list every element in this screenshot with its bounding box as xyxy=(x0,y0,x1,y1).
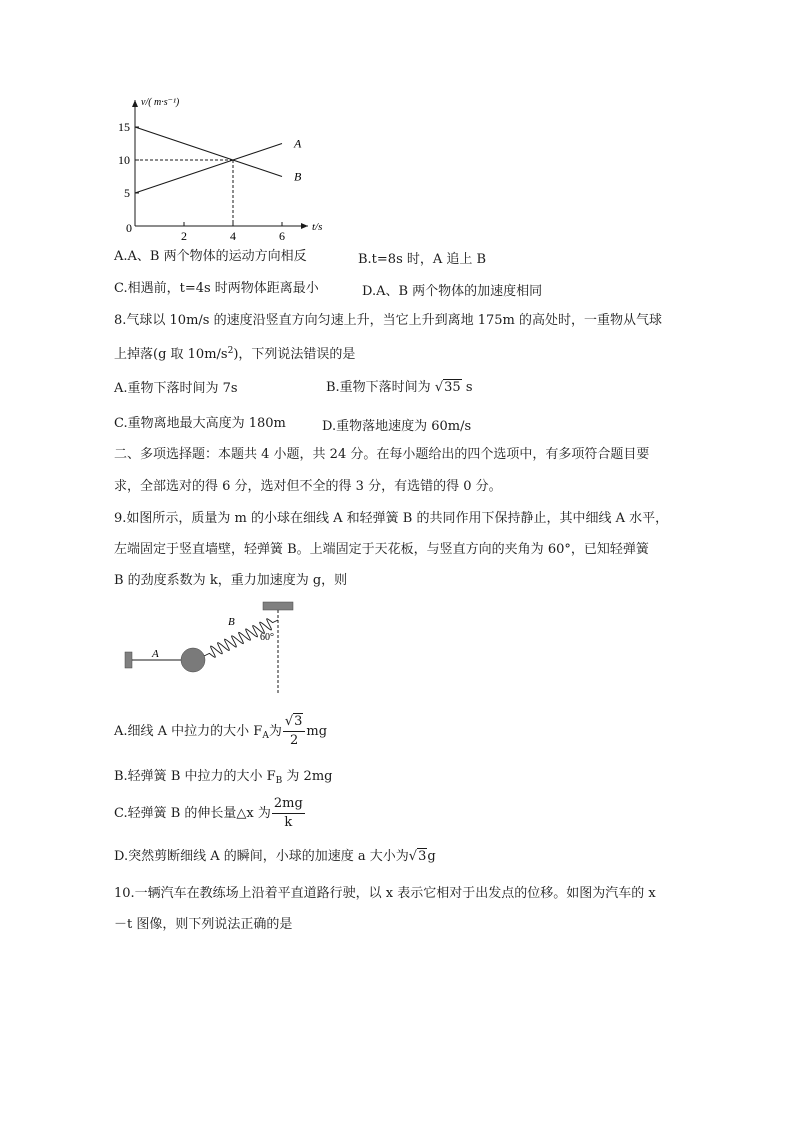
q9-stem-line3: B 的劲度系数为 k，重力加速度为 g，则 xyxy=(114,573,348,588)
q7-option-b: B.t=8s 时，A 追上 B xyxy=(358,252,487,267)
q10-stem-line1: 10.一辆汽车在教练场上沿着平直道路行驶，以 x 表示它相对于出发点的位移。如图为汽车的 x xyxy=(114,886,656,901)
y-tick-label: 5 xyxy=(124,186,130,200)
y-tick-label: 10 xyxy=(118,153,130,167)
q10-stem-line2: －t 图像，则下列说法正确的是 xyxy=(114,917,293,932)
q9-figure xyxy=(120,598,305,698)
series-label-b: B xyxy=(294,169,302,184)
series-line-b xyxy=(135,127,282,177)
y-axis-label: v/( m·s⁻¹) xyxy=(141,97,180,108)
x-tick-label: 6 xyxy=(279,229,285,242)
q7-option-a: A.A、B 两个物体的运动方向相反 xyxy=(114,249,307,264)
q9-option-c: C.轻弹簧 B 的伸长量△x 为 $\frac{2mg}{k}$ xyxy=(114,796,303,830)
q8-option-c: C.重物离地最大高度为 180m xyxy=(114,416,286,431)
q8-option-d: D.重物落地速度为 60m/s xyxy=(322,419,472,434)
section2-heading-line2: 求，全部选对的得 6 分，选对但不全的得 3 分，有选错的得 0 分。 xyxy=(114,479,502,494)
q8-option-a: A.重物下落时间为 7s xyxy=(114,381,238,396)
q7-option-d: D.A、B 两个物体的加速度相同 xyxy=(362,284,543,299)
q9-option-a: A.细线 A 中拉力的大小 $F_A$为 $\frac{√3}{2}$ mg xyxy=(114,714,328,748)
q9-option-d: D.突然剪断细线 A 的瞬间，小球的加速度 a 大小为√3g xyxy=(114,849,436,864)
ceiling-block xyxy=(263,602,293,610)
section2-heading-line1: 二、多项选择题：本题共 4 小题，共 24 分。在每小题给出的四个选项中，有多项符合题目要 xyxy=(114,447,650,462)
y-tick-label: 15 xyxy=(118,120,130,134)
origin-label: 0 xyxy=(126,221,132,235)
q7-option-c: C.相遇前，t=4s 时两物体距离最小 xyxy=(114,281,319,296)
series-label-a: A xyxy=(294,136,302,151)
q8-stem-line1: 8.气球以 10m/s 的速度沿竖直方向匀速上升，当它上升到离地 175m 的高处时，一重物从气球 xyxy=(114,313,662,328)
x-tick-label: 4 xyxy=(230,229,236,242)
x-tick-label: 2 xyxy=(181,229,187,242)
angle-label: 60° xyxy=(260,632,274,643)
series-line-a xyxy=(135,144,282,194)
q9-stem-line1: 9.如图所示，质量为 m 的小球在细线 A 和轻弹簧 B 的共同作用下保持静止，其中细线 A 水平， xyxy=(114,511,669,526)
q9-option-b: B.轻弹簧 B 中拉力的大小 $F_B$ 为 2mg xyxy=(114,769,333,786)
wall-block xyxy=(125,652,132,668)
label-a: A xyxy=(152,648,159,660)
ball xyxy=(181,648,205,672)
q9-stem-line2: 左端固定于竖直墙壁，轻弹簧 B。上端固定于天花板，与竖直方向的夹角为 60°，已知轻弹簧 xyxy=(114,542,649,557)
q8-option-b: B.重物下落时间为 √35 s xyxy=(326,380,473,395)
v-t-chart xyxy=(110,92,340,242)
label-b: B xyxy=(228,616,235,628)
q8-stem-line2: 上掉落(g 取 $10m/s^2$)，下列说法错误的是 xyxy=(114,346,356,362)
x-axis-label: t/s xyxy=(312,221,323,233)
